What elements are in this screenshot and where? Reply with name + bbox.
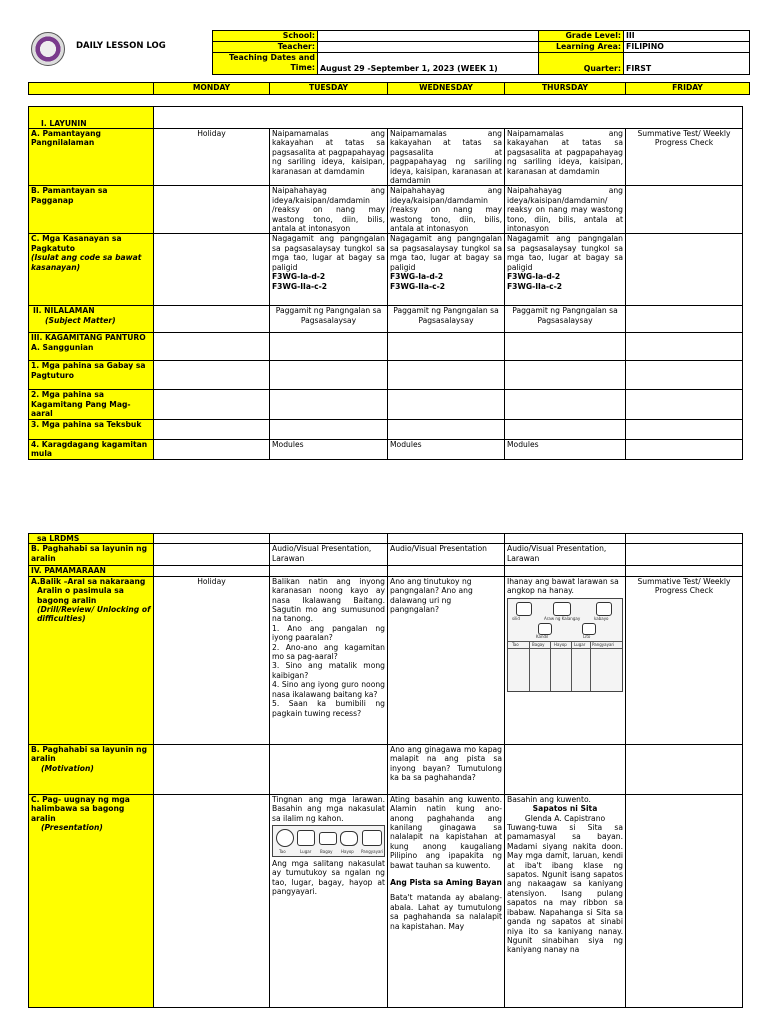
av-wednesday: Audio/Visual Presentation	[388, 544, 505, 566]
c-thursday-2: Basahin ang kuwento. Sapatos ni Sita Glenda A. Capistrano Tuwang-tuwa si Sita sa pamamasyal sa bayan. Madami siyang nakita doon. May mga damit, laruan, kendi at iba't ibang klase ng sapatos. Ngunit isang sapatos ang nakaagaw sa kaniyang atensiyon. Isang pulang sapatos na may ribbon sa ibabaw. Napahanga si Sita sa ganda ng sapatos at sinabi niya ito sa kaniyang nanay. Ngunit sinabihan siya ng kaniyang nanay na	[505, 794, 626, 1007]
paghahabi-note: (Motivation)	[41, 763, 94, 773]
header-table	[212, 30, 750, 75]
row-teksbuk: 3. Mga pahina sa Teksbuk	[29, 419, 154, 439]
pag-uugnay-note: (Presentation)	[41, 823, 103, 833]
nilalaman-thursday: Paggamit ng Pangngalan sa Pagsasalaysay	[505, 306, 626, 333]
row-balik-aral: A.Balik –Aral sa nakaraang Aralin o pasimula sa bagong aralin (Drill/Review/ Unlocking of difficulties)	[29, 576, 154, 744]
row-c-label: C. Mga Kasanayan sa Pagkatuto (Isulat ang code sa bawat kasanayan)	[29, 234, 154, 306]
nilalaman-tuesday: Paggamit ng Pangngalan sa Pagsasalaysay	[270, 306, 388, 333]
lesson-table-page2	[28, 533, 743, 1008]
story-title-sapatos: Sapatos ni Sita	[532, 804, 598, 814]
c-tuesday: Nagagamit ang pangngalan sa pagsasalaysay tungkol sa mga tao, lugar at bagay sa paligid F3WG-Ia-d-2 F3WG-IIa-c-2	[270, 234, 388, 306]
picture-categories-image: Tao Lugar Bagay Hayop Pangyayari	[272, 825, 385, 857]
school-value	[318, 31, 539, 42]
area-value: FILIPINO	[624, 42, 750, 53]
modules-wednesday: Modules	[388, 439, 505, 459]
c-thursday: Nagagamit ang pangngalan sa pagsasalaysay tungkol sa mga tao, lugar at bagay sa paligid F3WG-Ia-d-2 F3WG-IIa-c-2	[505, 234, 626, 306]
summative-friday: Summative Test/ Weekly Progress Check	[626, 129, 743, 186]
row-paghahabi: B. Paghahabi sa layunin ng aralin (Motivation)	[29, 744, 154, 794]
grade-value: III	[624, 31, 750, 42]
section-nilalaman: II. NILALAMAN (Subject Matter)	[29, 306, 154, 333]
modules-thursday: Modules	[505, 439, 626, 459]
deped-seal-logo	[31, 32, 65, 66]
row-iba-pang-kagamitan: B. Paghahabi sa layunin ng aralin	[29, 544, 154, 566]
row-karagdagang: 4. Karagdagang kagamitan mula	[29, 439, 154, 459]
row-gabay: 1. Mga pahina sa Gabay sa Pagtuturo	[29, 361, 154, 390]
a-wednesday-2: Ano ang tinutukoy ng pangngalan? Ano ang dalawang uri ng pangngalan?	[388, 576, 505, 744]
balik-aral-note: (Drill/Review/ Unlocking of difficulties)	[37, 605, 151, 624]
doc-title: DAILY LESSON LOG	[76, 41, 166, 51]
row-lrdms: sa LRDMS	[29, 534, 154, 544]
row-c-note: (Isulat ang code sa bawat kasanayan)	[31, 253, 142, 272]
b-thursday: Naipahahayag ang ideya/kaisipan/damdamin/ reaksy on nang may wastong tono, diin, bilis, antala at intonasyon	[505, 186, 626, 234]
story-title-pista: Ang Pista sa Aming Bayan	[390, 878, 502, 888]
quarter-label: Quarter:	[539, 53, 624, 75]
c-wednesday: Nagagamit ang pangngalan sa pagsasalaysay tungkol sa mga tao, lugar at bagay sa paligid F3WG-Ia-d-2 F3WG-IIa-c-2	[388, 234, 505, 306]
holiday-text-2: Holiday	[154, 576, 270, 744]
dates-value: August 29 -September 1, 2023 (WEEK 1)	[318, 53, 539, 75]
a-thursday: Naipamamalas ang kakayahan at tatas sa pagsasalita at pagpapahayag ng sariling ideya, kaisipan, karanasan at damdamin	[505, 129, 626, 186]
nilalaman-wednesday: Paggamit ng Pangngalan sa Pagsasalaysay	[388, 306, 505, 333]
b-wednesday: Naipahahayag ang ideya/kaisipan/damdamin /reaksy on nang may wastong tono, diin, bilis, antala at intonasyon	[388, 186, 505, 234]
sorting-worksheet-image: silid Araw ng Kalangay kabayo Kandil Lito Tao Bagay Hayop Lugar Pangyayari	[507, 598, 623, 692]
section-pamamaraan: IV. PAMAMARAAN	[29, 566, 154, 576]
dates-label: Teaching Dates and Time:	[213, 53, 318, 75]
b-wednesday-2: Ano ang ginagawa mo kapag malapit na ang pista sa inyong bayan? Tumutulong ka ba sa paghahanda?	[388, 744, 505, 794]
b-tuesday: Naipahahayag ang ideya/kaisipan/damdamin /reaksy on nang may wastong tono, diin, bilis, antala at intonasyon	[270, 186, 388, 234]
section-kagamitan: III. KAGAMITANG PANTURO A. Sanggunian	[29, 333, 154, 361]
story-author: Glenda A. Capistrano	[524, 813, 606, 823]
av-thursday: Audio/Visual Presentation, Larawan	[505, 544, 626, 566]
section-layunin: I. LAYUNIN	[29, 107, 154, 129]
a-tuesday-2: Balikan natin ang inyong karanasan noong kayo ay nasa Ikalawang Baitang. Sagutin mo ang sumusunod na tanong. 1. Ano ang pangalan ng iyong paaralan? 2. Ano-ano ang kagamitan mo sa pag-aaral? 3. Sino ang matalik mong kaibigan? 4. Sino ang iyong guro noong nasa ikalawang baitang ka? 5. Saan ka bumibili ng pagkain tuwing recess?	[270, 576, 388, 744]
a-tuesday: Naipamamalas ang kakayahan at tatas sa pagsasalita at pagpapahayag ng sariling ideya, kaisipan, karanasan at damdamin	[270, 129, 388, 186]
c-tuesday-2: Tingnan ang mga larawan. Basahin ang mga nakasulat sa ilalim ng kahon. Tao Lugar Bagay Hayop Pangyayari Ang mga salitang nakasulat ay tumutukoy sa ngalan ng tao, lugar, bagay, hayop at pangyayari.	[270, 794, 388, 1007]
day-monday: MONDAY	[154, 83, 270, 95]
c-wednesday-2: Ating basahin ang kuwento. Alamin natin kung ano-anong paghahanda ang kanilang ginagawa sa nalalapit na kapistahan at kung anong kaugaliang Pilipino ang ipapakita ng bawat tauhan sa kuwento. Ang Pista sa Aming Bayan Bata't matanda ay abalang-abala. Lahat ay tumutulong sa paghahanda sa nalalapit na kapistahan. May	[388, 794, 505, 1007]
modules-tuesday: Modules	[270, 439, 388, 459]
a-wednesday: Naipamamalas ang kakayahan at tatas sa pagsasalita at pagpapahayag ng sariling ideya, kaisipan, karanasan at damdamin	[388, 129, 505, 186]
teacher-label: Teacher:	[213, 42, 318, 53]
day-wednesday: WEDNESDAY	[388, 83, 505, 95]
row-b-label: B. Pamantayan sa Pagganap	[29, 186, 154, 234]
days-header	[28, 82, 750, 95]
row-pag-uugnay: C. Pag- uugnay ng mga halimbawa sa bagong aralin (Presentation)	[29, 794, 154, 1007]
day-thursday: THURSDAY	[505, 83, 626, 95]
day-tuesday: TUESDAY	[270, 83, 388, 95]
lesson-table-page1	[28, 106, 743, 460]
teacher-value	[318, 42, 539, 53]
school-label: School:	[213, 31, 318, 42]
summative-friday-2: Summative Test/ Weekly Progress Check	[626, 576, 743, 744]
holiday-text: Holiday	[154, 129, 270, 186]
grade-label: Grade Level:	[539, 31, 624, 42]
row-a-label: A. Pamantayang Pangnilalaman	[29, 129, 154, 186]
av-tuesday: Audio/Visual Presentation, Larawan	[270, 544, 388, 566]
area-label: Learning Area:	[539, 42, 624, 53]
day-friday: FRIDAY	[626, 83, 750, 95]
a-thursday-2: Ihanay ang bawat larawan sa angkop na hanay. silid Araw ng Kalangay kabayo Kandil Lito Tao Bagay Hayop Lugar Pangyayari	[505, 576, 626, 744]
row-kagamitang-mag-aaral: 2. Mga pahina sa Kagamitang Pang Mag-aaral	[29, 390, 154, 419]
quarter-value: FIRST	[624, 53, 750, 75]
